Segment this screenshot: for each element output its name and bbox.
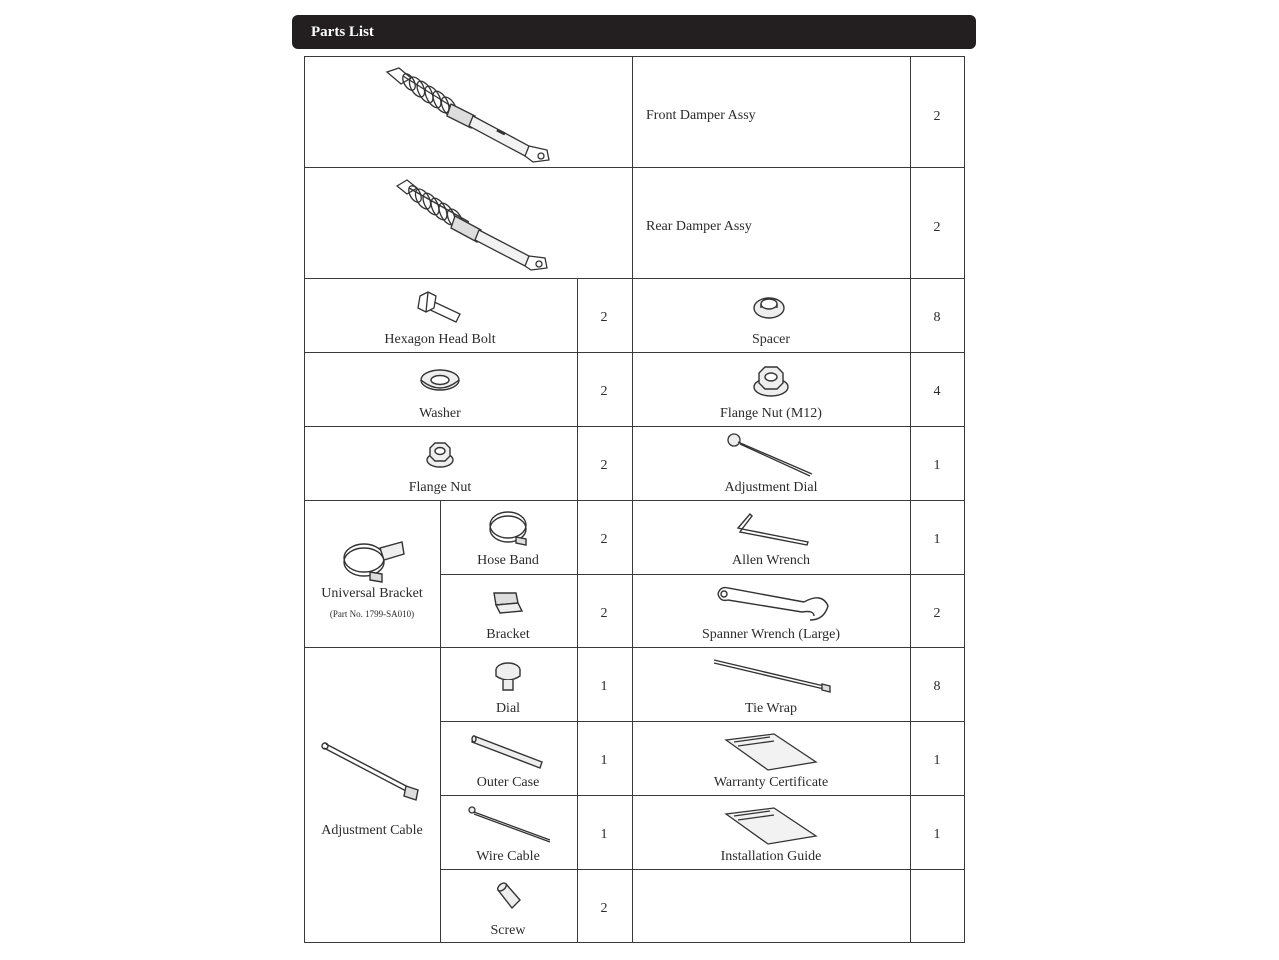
table-divider xyxy=(440,721,965,722)
part-name-spanner-wrench: Spanner Wrench (Large) xyxy=(701,627,841,642)
part-name-allen-wrench: Allen Wrench xyxy=(731,553,811,568)
part-qty-allen-wrench: 1 xyxy=(933,532,941,547)
table-divider xyxy=(440,574,965,575)
part-name-bracket: Bracket xyxy=(486,627,530,642)
part-name-hose-band: Hose Band xyxy=(477,553,539,568)
front-damper-icon xyxy=(379,64,564,164)
adjustment-dial-icon xyxy=(724,430,819,478)
part-qty-flange-nut: 2 xyxy=(600,458,608,473)
part-qty-install-guide: 1 xyxy=(933,827,941,842)
table-divider xyxy=(304,352,965,353)
part-name-outer-case: Outer Case xyxy=(476,775,540,790)
table-divider xyxy=(440,869,965,870)
part-name-tie-wrap: Tie Wrap xyxy=(745,701,797,716)
spanner-wrench-icon xyxy=(714,584,832,622)
table-border xyxy=(304,56,965,57)
part-name-dial: Dial xyxy=(495,701,521,716)
part-qty-tie-wrap: 8 xyxy=(933,679,941,694)
part-name-screw: Screw xyxy=(490,923,526,938)
part-qty-hex-bolt: 2 xyxy=(600,310,608,325)
table-divider xyxy=(577,278,578,943)
bolt-icon xyxy=(416,290,464,324)
spacer-icon xyxy=(751,290,787,322)
part-qty-dial: 1 xyxy=(600,679,608,694)
universal-bracket-icon xyxy=(340,534,406,586)
installation-guide-icon xyxy=(724,806,818,846)
table-divider xyxy=(304,278,965,279)
parts-list-header xyxy=(292,15,976,49)
part-qty-hose-band: 2 xyxy=(600,532,608,547)
part-name-universal-bracket: Universal Bracket xyxy=(321,586,423,601)
wire-cable-icon xyxy=(466,804,554,844)
part-name-flange-nut: Flange Nut xyxy=(408,480,472,495)
part-qty-flange-nut-m12: 4 xyxy=(933,384,941,399)
rear-damper-icon xyxy=(389,176,559,271)
part-qty-spanner-wrench: 2 xyxy=(933,606,941,621)
part-name-spacer: Spacer xyxy=(751,332,791,347)
part-name-adjustment-cable: Adjustment Cable xyxy=(321,823,423,838)
parts-table xyxy=(304,56,965,943)
part-qty-front-damper: 2 xyxy=(933,109,941,124)
table-divider xyxy=(304,426,965,427)
part-qty-adjustment-dial: 1 xyxy=(933,458,941,473)
washer-icon xyxy=(418,366,462,396)
part-qty-rear-damper: 2 xyxy=(933,220,941,235)
part-qty-washer: 2 xyxy=(600,384,608,399)
dial-icon xyxy=(492,660,524,694)
table-border xyxy=(304,942,965,943)
part-qty-wire-cable: 1 xyxy=(600,827,608,842)
flange-nut-icon xyxy=(424,438,456,470)
hose-band-icon xyxy=(486,507,532,547)
part-name-washer: Washer xyxy=(419,406,461,421)
table-divider xyxy=(304,500,965,501)
table-divider xyxy=(304,647,965,648)
part-qty-screw: 2 xyxy=(600,901,608,916)
part-name-flange-nut-m12: Flange Nut (M12) xyxy=(720,406,822,421)
part-qty-warranty: 1 xyxy=(933,753,941,768)
bracket-icon xyxy=(490,589,526,615)
outer-case-icon xyxy=(470,730,548,770)
screw-icon xyxy=(494,882,524,912)
tie-wrap-icon xyxy=(710,656,834,692)
table-divider xyxy=(440,795,965,796)
part-name-rear-damper: Rear Damper Assy xyxy=(646,219,752,234)
part-name-adjustment-dial: Adjustment Dial xyxy=(724,480,818,495)
part-name-install-guide: Installation Guide xyxy=(720,849,822,864)
allen-wrench-icon xyxy=(732,510,812,546)
warranty-certificate-icon xyxy=(724,732,818,772)
part-name-front-damper: Front Damper Assy xyxy=(646,108,756,123)
adjustment-cable-icon xyxy=(320,742,424,804)
flange-nut-m12-icon xyxy=(751,361,791,399)
part-qty-outer-case: 1 xyxy=(600,753,608,768)
part-qty-spacer: 8 xyxy=(933,310,941,325)
header-title: Parts List xyxy=(311,24,374,40)
part-name-wire-cable: Wire Cable xyxy=(476,849,540,864)
part-number-universal-bracket: (Part No. 1799-SA010) xyxy=(329,609,415,619)
part-qty-bracket: 2 xyxy=(600,606,608,621)
table-divider xyxy=(304,167,965,168)
part-name-hex-bolt: Hexagon Head Bolt xyxy=(384,332,496,347)
part-name-warranty: Warranty Certificate xyxy=(713,775,829,790)
